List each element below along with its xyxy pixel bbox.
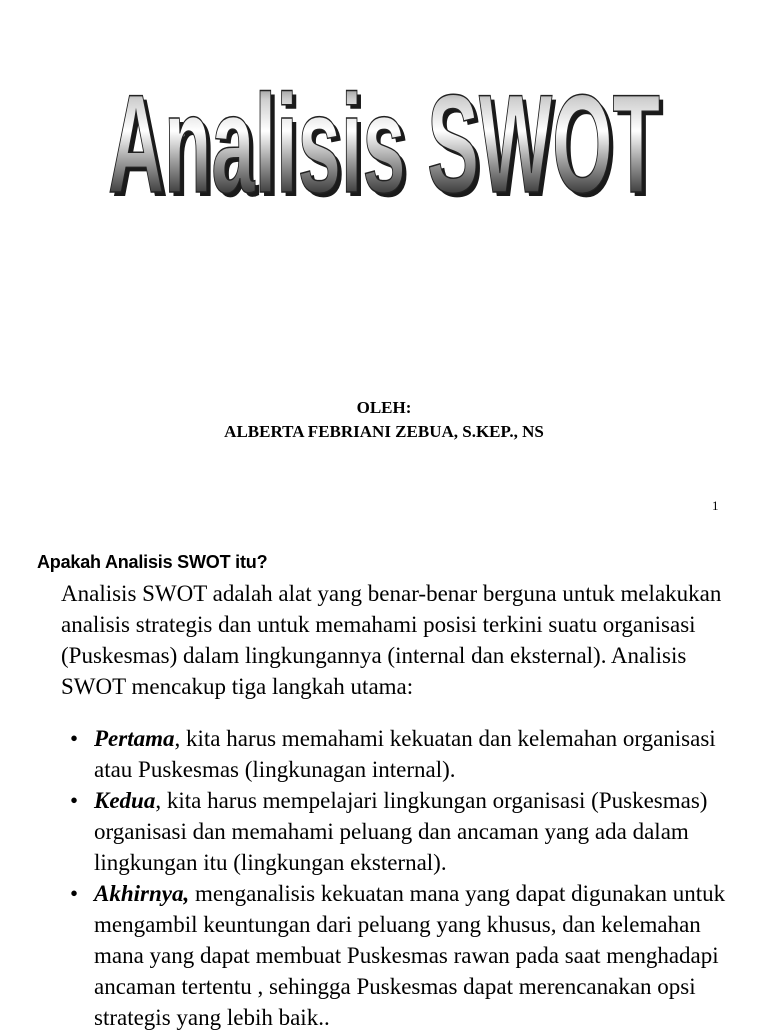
page-number: 1 — [712, 498, 719, 513]
title-text: Analisis SWOT — [108, 78, 660, 218]
bullet-icon: • — [70, 881, 79, 906]
step-lead: Akhirnya, — [94, 881, 190, 906]
byline-label: OLEH: — [356, 398, 412, 417]
list-item — [70, 723, 754, 785]
author-name: ALBERTA FEBRIANI ZEBUA, S.KEP., NS — [224, 422, 544, 441]
wordart-title — [0, 78, 768, 218]
bullet-icon: • — [70, 788, 79, 813]
step-lead: Kedua — [94, 788, 156, 813]
section-heading: Apakah Analisis SWOT itu? — [37, 552, 268, 572]
title-shadow: Analisis SWOT — [112, 78, 664, 218]
step-lead: Pertama — [94, 726, 175, 751]
byline-block — [0, 396, 768, 444]
steps-list — [70, 723, 754, 1033]
intro-paragraph: Analisis SWOT adalah alat yang benar-benar berguna untuk melakukan analisis strategis dan untuk memahami posisi terkini suatu organisasi (Puskesmas) dalam lingkungannya (internal dan eksternal). Analisis SWOT mencakup tiga langkah utama: — [61, 581, 722, 699]
list-item — [70, 785, 754, 878]
list-item — [70, 878, 754, 1033]
step-text: , kita harus memahami kekuatan dan kelemahan organisasi atau Puskesmas (lingkunagan internal). — [94, 726, 716, 782]
step-text: , kita harus mempelajari lingkungan organisasi (Puskesmas) organisasi dan memahami peluang dan ancaman yang ada dalam lingkungan itu (lingkungan eksternal). — [94, 788, 708, 875]
step-text: menganalisis kekuatan mana yang dapat digunakan untuk mengambil keuntungan dari peluang yang khusus, dan kelemahan mana yang dapat membuat Puskesmas rawan pada saat menghadapi ancaman tertentu , sehingga Puskesmas dapat merencanakan opsi strategis yang lebih baik.. — [94, 881, 726, 1030]
wordart-title-graphic — [0, 78, 768, 218]
bullet-icon: • — [70, 726, 79, 751]
slide-swot-definition — [0, 540, 768, 1030]
